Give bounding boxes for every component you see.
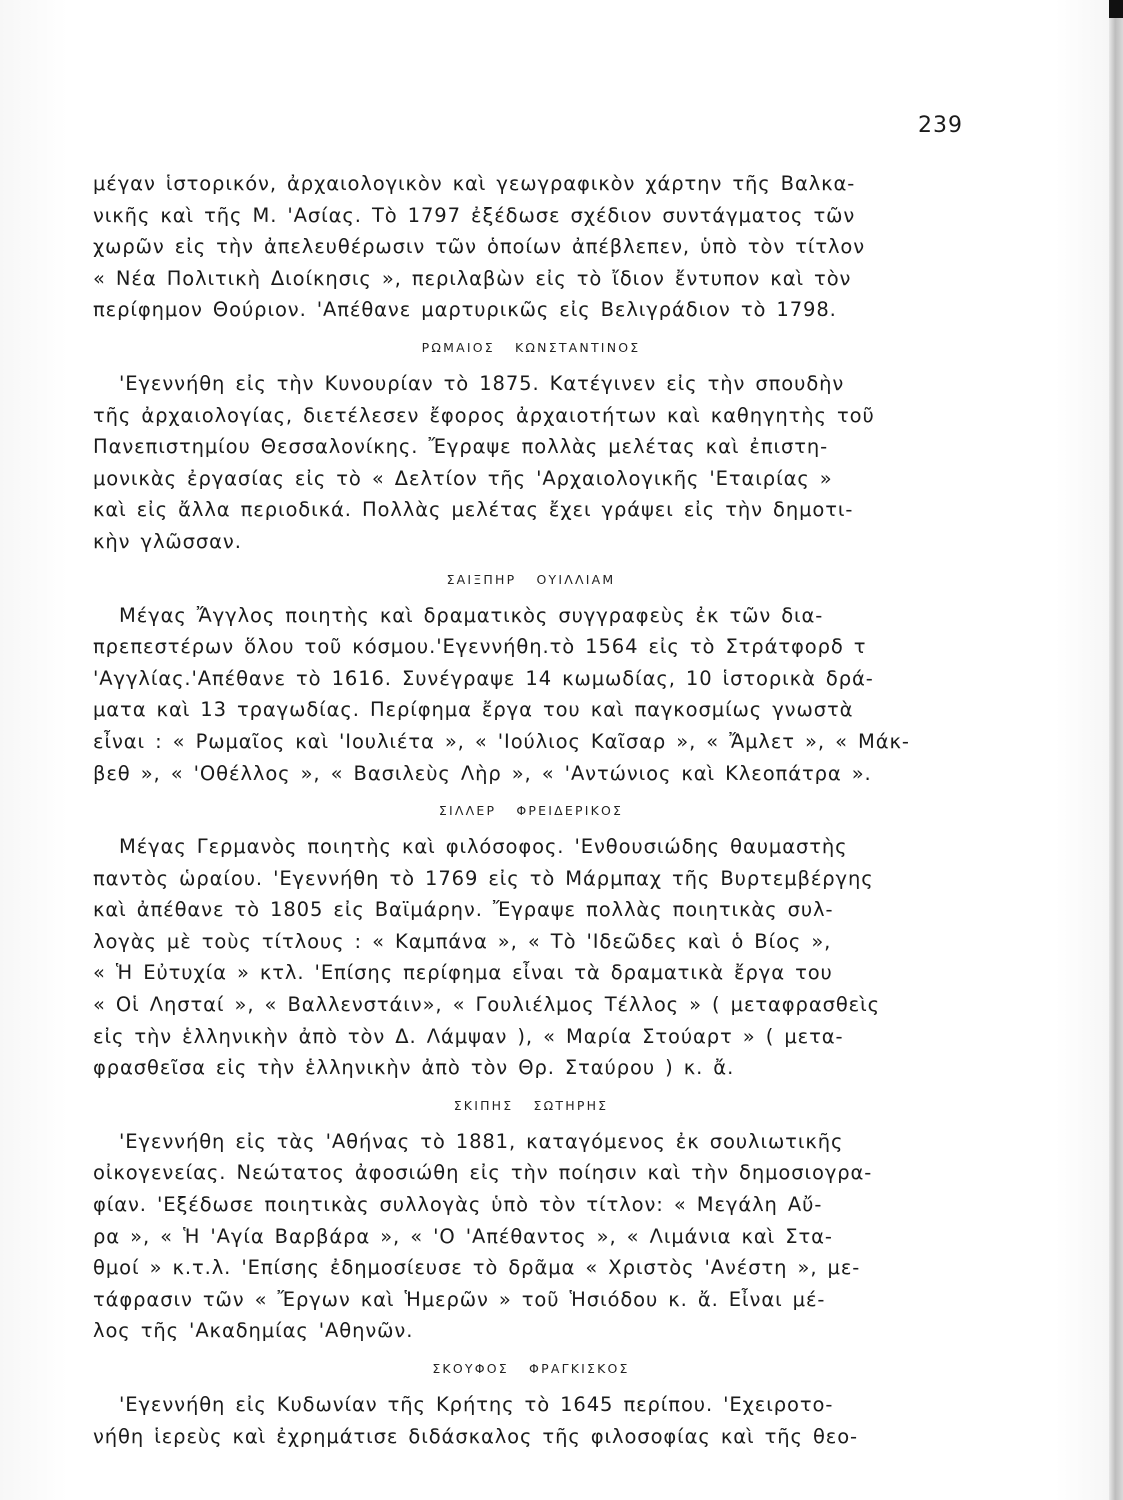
entry-paragraph xyxy=(93,368,969,558)
text-line: τῆς ἀρχαιολογίας, διετέλεσεν ἔφορος ἀρχαιοτήτων καὶ καθηγητὴς τοῦ xyxy=(93,403,875,427)
text-line: νικῆς καὶ τῆς Μ. 'Ασίας. Τὸ 1797 ἐξέδωσε σχέδιον συντάγματος τῶν xyxy=(93,203,856,227)
page-number: 239 xyxy=(918,113,963,138)
text-line: « Νέα Πολιτικὴ Διοίκησις », περιλαβὼν εἰς τὸ ἴδιον ἔντυπον καὶ τὸν xyxy=(93,266,852,290)
text-line: ματα καὶ 13 τραγωδίας. Περίφημα ἔργα του καὶ παγκοσμίως γνωστὰ xyxy=(93,698,854,722)
text-line: Πανεπιστημίου Θεσσαλονίκης. Ἔγραψε πολλὰς μελέτας καὶ ἐπιστη- xyxy=(93,435,829,459)
text-line: κὴν γλῶσσαν. xyxy=(93,529,242,553)
text-line: μονικὰς ἐργασίας εἰς τὸ « Δελτίον τῆς 'Αρχαιολογικῆς 'Εταιρίας » xyxy=(93,466,833,490)
text-line: ρα », « Ἡ 'Αγία Βαρβάρα », « 'Ο 'Απέθαντος », « Λιμάνια καὶ Στα- xyxy=(93,1224,833,1248)
entry-paragraph xyxy=(93,600,969,790)
text-line: Μέγας Γερμανὸς ποιητὴς καὶ φιλόσοφος. 'Ενθουσιώδης θαυμαστὴς xyxy=(119,835,848,859)
text-line: λος τῆς 'Ακαδημίας 'Αθηνῶν. xyxy=(93,1319,414,1343)
text-line: « Ἡ Εὐτυχία » κτλ. 'Επίσης περίφημα εἶναι τὰ δραματικὰ ἔργα του xyxy=(93,961,833,985)
text-line: οἰκογενείας. Νεώτατος ἀφοσιώθη εἰς τὴν ποίησιν καὶ τὴν δημοσιογρα- xyxy=(93,1161,873,1185)
text-line: μέγαν ἱστορικόν, ἀρχαιολογικὸν καὶ γεωγραφικὸν χάρτην τῆς Βαλκα- xyxy=(93,172,856,195)
entry-heading: ΣΚΙΠΗΣ ΣΩΤΗΡΗΣ xyxy=(453,1097,609,1113)
text-line: εἶναι : « Ρωμαῖος καὶ 'Ιουλιέτα », « 'Ιούλιος Καῖσαρ », « Ἄμλετ », « Μάκ- xyxy=(93,729,910,753)
text-line: λογὰς μὲ τοὺς τίτλους : « Καμπάνα », « Τὸ 'Ιδεῶδες καὶ ὁ Βίος », xyxy=(93,929,832,953)
text-line: 'Αγγλίας.'Απέθανε τὸ 1616. Συνέγραψε 14 κωμωδίας, 10 ἱστορικὰ δρά- xyxy=(93,666,874,690)
text-line: Μέγας Ἄγγλος ποιητὴς καὶ δραματικὸς συγγραφεὺς ἐκ τῶν δια- xyxy=(119,603,824,627)
text-line: 'Εγεννήθη εἰς τὰς 'Αθήνας τὸ 1881, καταγόμενος ἐκ σουλιωτικῆς xyxy=(119,1129,844,1153)
text-line: τάφρασιν τῶν « Ἔργων καὶ Ἡμερῶν » τοῦ Ἡσιόδου κ. ἄ. Εἶναι μέ- xyxy=(93,1287,826,1311)
text-line: « Οἱ Λησταί », « Βαλλενστάιν», « Γουλιέλμος Τέλλος » ( μεταφρασθεὶς xyxy=(93,993,880,1017)
text-line: καὶ ἀπέθανε τὸ 1805 εἰς Βαϊμάρην. Ἔγραψε πολλὰς ποιητικὰς συλ- xyxy=(93,898,834,922)
paragraph-rhigas-continuation xyxy=(93,168,969,326)
entry-heading: ΣΚΟΥΦΟΣ ΦΡΑΓΚΙΣΚΟΣ xyxy=(432,1361,630,1376)
page-corner-mark xyxy=(1109,0,1123,18)
page-text-body xyxy=(93,168,969,1452)
entry-heading: ΡΩΜΑΙΟΣ ΚΩΝΣΤΑΝΤΙΝΟΣ xyxy=(421,339,641,355)
text-line: φίαν. 'Εξέδωσε ποιητικὰς συλλογὰς ὑπὸ τὸν τίτλον: « Μεγάλη Αὔ- xyxy=(93,1193,823,1217)
entry-paragraph xyxy=(93,1389,969,1452)
text-line: βεθ », « 'Οθέλλος », « Βασιλεὺς Λὴρ », « 'Αντώνιος καὶ Κλεοπάτρα ». xyxy=(93,761,872,785)
text-line: θμοί » κ.τ.λ. 'Επίσης ἐδημοσίευσε τὸ δρᾶμα « Χριστὸς 'Ανέστη », με- xyxy=(93,1256,861,1280)
text-line: παντὸς ὡραίου. 'Εγεννήθη τὸ 1769 εἰς τὸ Μάρμπαχ τῆς Βυρτεμβέργης xyxy=(93,866,874,890)
page-edge-shadow xyxy=(1109,0,1123,1500)
text-line: καὶ εἰς ἄλλα περιοδικά. Πολλὰς μελέτας ἔχει γράψει εἰς τὴν δημοτι- xyxy=(93,498,854,522)
text-line: χωρῶν εἰς τὴν ἀπελευθέρωσιν τῶν ὁποίων ἀπέβλεπεν, ὑπὸ τὸν τίτλον xyxy=(93,235,866,259)
text-line: εἰς τὴν ἑλληνικὴν ἀπὸ τὸν Δ. Λάμψαν ), « Μαρία Στούαρτ » ( μετα- xyxy=(93,1024,844,1048)
entry-paragraph xyxy=(93,1126,969,1347)
text-line: φρασθεῖσα εἰς τὴν ἑλληνικὴν ἀπὸ τὸν Θρ. Σταύρου ) κ. ἄ. xyxy=(93,1056,735,1080)
text-line: νήθη ἱερεὺς καὶ ἐχρημάτισε διδάσκαλος τῆς φιλοσοφίας καὶ τῆς θεο- xyxy=(93,1424,858,1448)
text-line: περίφημον Θούριον. 'Απέθανε μαρτυρικῶς εἰς Βελιγράδιον τὸ 1798. xyxy=(93,298,837,322)
entry-heading: ΣΑΙΞΠΗΡ ΟΥΙΛΛΙΑΜ xyxy=(446,571,616,587)
text-line: 'Εγεννήθη εἰς Κυδωνίαν τῆς Κρήτης τὸ 1645 περίπου. 'Εχειροτο- xyxy=(119,1393,834,1416)
entry-paragraph xyxy=(93,831,969,1084)
text-line: πρεπεστέρων ὅλου τοῦ κόσμου.'Εγεννήθη.τὸ 1564 εἰς τὸ Στράτφορδ τ xyxy=(93,635,867,659)
entry-heading: ΣΙΛΛΕΡ ΦΡΕΙΔΕΡΙΚΟΣ xyxy=(438,803,624,819)
text-line: 'Εγεννήθη εἰς τὴν Κυνουρίαν τὸ 1875. Κατέγινεν εἰς τὴν σπουδὴν xyxy=(119,371,845,395)
